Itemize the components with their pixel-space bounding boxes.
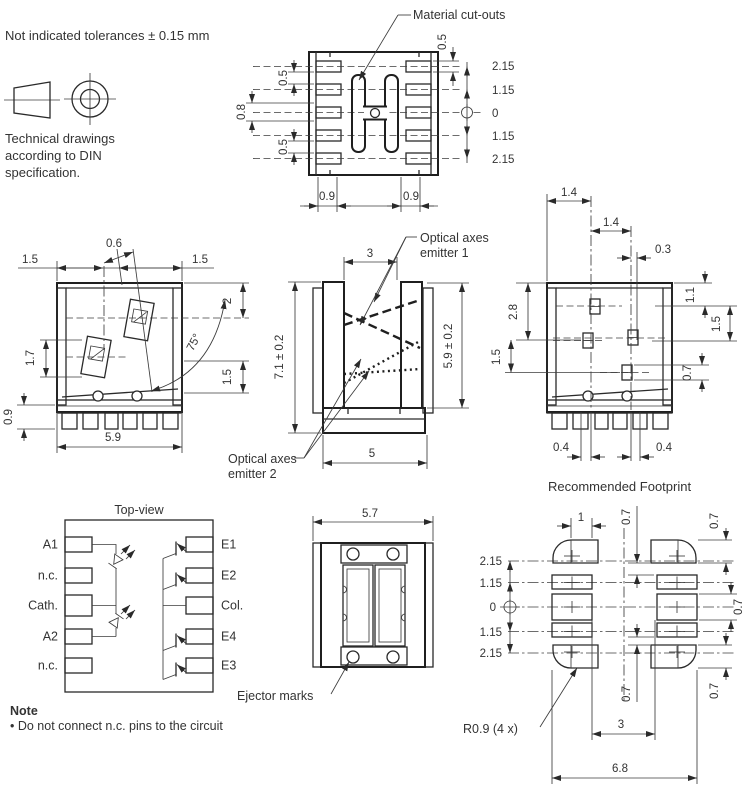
optical-axis-emitter2-a [344,341,420,383]
pin-label-a2: A2 [42,629,58,644]
side-view-left-wall [323,282,344,408]
fp-dim-0.7-rm: 0.7 [733,599,745,615]
footprint-pad-crosses [564,550,685,658]
led-circuit [92,545,135,637]
transistor-e3 [163,663,186,680]
ejector-marks-label: Ejector marks [237,689,314,703]
fp-dim-6.8: 6.8 [612,763,628,775]
phototransistor-circuit [163,542,186,680]
dim-3: 3 [366,248,374,260]
footprint-right-pads [651,540,697,668]
optical-axis-emitter1-b [344,313,420,348]
dim-2: 2 [222,297,234,305]
fp-dim-0.7-tr: 0.7 [709,513,721,529]
front-view-legs [62,413,178,429]
din-note-line2: according to DIN [5,148,102,163]
pin-label-cath: Cath. [28,598,58,613]
emitter-2-chip [81,336,111,378]
package-detector-view [491,187,737,461]
dim-7.1: 7.1 ± 0.2 [274,334,286,380]
optical-axes-e2-label-2: emitter 2 [228,467,277,481]
pin-label-e2: E2 [221,568,237,583]
dim-1.5-fr: 1.5 [192,254,208,266]
optical-axes-e1-label-2: emitter 1 [420,246,469,260]
pin-label-e3: E3 [221,658,237,673]
dim-0.8-left: 0.8 [236,104,248,120]
dim-1.15-b: 1.15 [492,131,515,143]
dim-0.4-a: 0.4 [553,442,569,454]
dim-0.5-left-a: 0.5 [278,70,290,86]
ejector-mark-4 [387,651,399,663]
fp-dim-1.15-a: 1.15 [479,578,502,590]
material-cutouts-shape [352,75,398,152]
footprint-left-dims [480,556,520,660]
fp-dim-0.7-tc: 0.7 [621,509,633,525]
emitter-1-chip [124,299,154,341]
pin-label-nc2: n.c. [37,658,58,673]
dim-1.7: 1.7 [25,350,37,366]
package-bottom-view [237,508,433,703]
dim-0.3: 0.3 [655,244,671,256]
projection-symbol [4,73,116,125]
dim-0.9-front: 0.9 [3,409,15,425]
dim-0.9-a: 0.9 [319,191,335,203]
optical-axis-emitter2-b [344,369,420,374]
dim-1.4-a: 1.4 [561,187,577,199]
dim-1.5-det: 1.5 [711,316,723,332]
package-top-view [236,8,514,212]
transistor-e4 [163,634,186,651]
transistor-e2 [163,573,186,590]
fp-dim-2.15-a: 2.15 [479,556,502,568]
dim-1.5-det-left: 1.5 [491,349,503,365]
dim-0.7-det: 0.7 [682,365,694,381]
fp-dim-1.15-b: 1.15 [479,627,502,639]
note-title: Note [10,704,38,718]
pin-label-e4: E4 [221,629,237,644]
dim-2.15-a: 2.15 [492,61,515,73]
note-text: • Do not connect n.c. pins to the circuit [10,719,223,733]
ejector-mark-2 [387,548,399,560]
pin-label-nc1: n.c. [37,568,58,583]
fp-dim-2.15-b: 2.15 [479,648,502,660]
dim-75deg: 75° [184,332,204,354]
transistor-e1 [163,542,186,559]
dim-5.9-inner: 5.9 ± 0.2 [443,323,455,369]
fp-dim-0: 0 [489,602,496,614]
dim-0.5-top: 0.5 [437,34,449,50]
pinout-diagram [10,503,243,733]
center-hole [371,109,380,118]
pin-label-col: Col. [221,598,244,613]
ejector-mark-1 [347,548,359,560]
dim-1.5-fl: 1.5 [22,254,38,266]
fp-dim-0.7-bc: 0.7 [621,686,633,702]
pinout-title: Top-view [114,503,164,517]
dim-1.15-a: 1.15 [492,85,515,97]
package-front-view [3,238,249,453]
top-view-bottom-dims [300,177,438,212]
dim-5: 5 [368,448,376,460]
fp-dim-1: 1 [577,512,585,524]
fp-dim-0.7-br: 0.7 [709,683,721,699]
dim-2.8: 2.8 [508,304,520,320]
led-1-icon [108,554,123,569]
dim-0.5-left-b: 0.5 [278,139,290,155]
radius-note-label: R0.9 (4 x) [463,722,518,736]
pinout-package-outline [65,520,213,692]
optical-axis-emitter1-a [344,300,420,325]
detector-view-legs [552,413,668,429]
footprint-left-pads [552,540,598,668]
dim-5.7: 5.7 [362,508,378,520]
din-note-line3: specification. [5,165,81,180]
dim-0.6: 0.6 [106,238,122,250]
ejector-mark-3 [347,651,359,663]
dim-1.5-low: 1.5 [222,369,234,385]
package-side-view [228,231,489,481]
optical-axes-e2-label-1: Optical axes [228,452,297,466]
dim-5.9: 5.9 [105,432,121,444]
dim-1.4-b: 1.4 [603,217,619,229]
footprint-title: Recommended Footprint [548,479,692,494]
footprint-diagram [463,479,745,784]
dim-0.4-b: 0.4 [656,442,672,454]
din-note-line1: Technical drawings [5,131,115,146]
led-2-icon [109,613,124,628]
dim-1.1: 1.1 [685,287,697,303]
dim-0: 0 [492,108,499,120]
material-cutouts-label: Material cut-outs [413,8,506,22]
top-view-right-dims [462,61,515,166]
dim-2.15-b: 2.15 [492,154,515,166]
tolerance-note-text: Not indicated tolerances ± 0.15 mm [5,28,210,43]
dim-0.9-b: 0.9 [403,191,419,203]
fp-dim-3: 3 [617,719,625,731]
optical-axes-e1-label-1: Optical axes [420,231,489,245]
pin-label-a1: A1 [42,537,58,552]
pin-label-e1: E1 [221,537,237,552]
